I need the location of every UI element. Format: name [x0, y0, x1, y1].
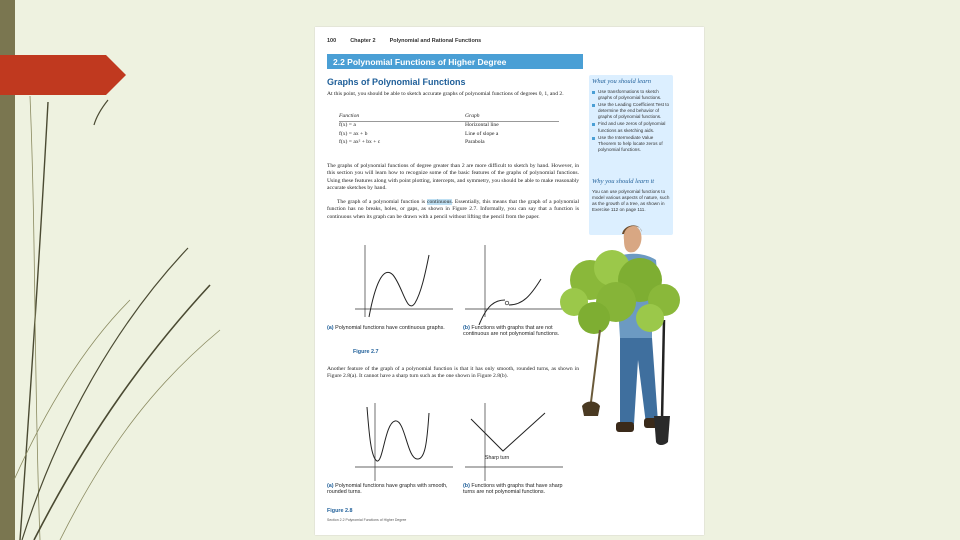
- head: [624, 226, 642, 253]
- page-footer: Section 2.2 Polynomial Functions of Higher Degree: [327, 518, 407, 522]
- table-row: [339, 122, 559, 131]
- continuous-curve: [369, 255, 429, 317]
- figure-2-8b-caption: [463, 483, 569, 496]
- page-header: [327, 38, 495, 44]
- caption-text: Functions with graphs that are not continuous are not polynomial functions.: [463, 325, 560, 338]
- section-banner-text: 2.2 Polynomial Functions of Higher Degree: [333, 57, 507, 67]
- hole-point: [505, 301, 509, 305]
- chapter-title: Polynomial and Rational Functions: [389, 38, 482, 44]
- caption-label: (b): [463, 325, 470, 331]
- sharp-turn-curve: [471, 413, 545, 451]
- sidebar-why-text: You can use polynomial functions to model various aspects of nature, such as the growth of a tree, as shown in Exercise 112 on page 111.: [592, 189, 670, 213]
- intro-paragraph: At this point, you should be able to sketch accurate graphs of polynomial functions of degrees 0, 1, and 2.: [327, 91, 564, 97]
- list-item: Use the Leading Coefficient Test to determine the end behavior of graphs of polynomial functions.: [592, 102, 670, 120]
- tree-trunk: [590, 330, 600, 410]
- tree-foliage: [560, 250, 680, 334]
- sidebar-why-heading: Why you should learn it: [592, 178, 655, 185]
- table-header-graph: Graph: [465, 113, 559, 122]
- table-cell: Horizontal line: [465, 121, 499, 128]
- caption-text: Functions with graphs that have sharp turns are not polynomial functions.: [463, 483, 563, 496]
- smooth-curve: [367, 407, 429, 461]
- figure-2-7a-caption: [327, 325, 447, 331]
- table-header-function: Function: [339, 113, 465, 122]
- shovel-handle: [662, 320, 664, 420]
- figure-2-7b-graph: [465, 245, 565, 325]
- figure-2-7b-caption: [463, 325, 569, 338]
- function-table: [339, 113, 559, 148]
- caption-text: Polynomial functions have graphs with smooth, rounded turns.: [327, 483, 448, 496]
- tree-roots: [582, 402, 600, 417]
- caption-label: (b): [463, 483, 470, 489]
- table-cell: f(x) = a: [339, 121, 356, 128]
- caption-label: (a): [327, 325, 334, 331]
- person-with-tree-photo: [560, 210, 685, 450]
- decorative-arrow-shape: [0, 55, 126, 95]
- figure-2-8-label: Figure 2.8: [327, 508, 353, 514]
- caption-text: Polynomial functions have continuous graphs.: [335, 325, 445, 331]
- highlighted-term: continuous: [427, 199, 452, 205]
- paragraph-text: . Essentially, this means that the graph of a polynomial function has no breaks, holes, or gaps, as shown in Figure 2.7. Informally, you can say that a function is continuous when its graph can be drawn with a pencil without lifting the pencil from the paper.: [327, 199, 579, 220]
- table-cell: Parabola: [465, 139, 485, 146]
- sidebar-learn-list: [592, 89, 670, 154]
- section-title: Graphs of Polynomial Functions: [327, 77, 466, 87]
- body-paragraph: Another feature of the graph of a polynomial function is that it has only smooth, rounded turns, as shown in Figure 2.8(a). It cannot have a sharp turn such as the one shown in Figure 2.8(b).: [327, 366, 579, 380]
- list-item: Use transformations to sketch graphs of polynomial functions.: [592, 89, 670, 101]
- page-number: 100: [327, 38, 337, 44]
- list-item: Find and use zeros of polynomial functions as sketching aids.: [592, 121, 670, 133]
- section-banner: [327, 54, 583, 69]
- list-item: Use the Intermediate Value Theorem to help locate zeros of polynomial functions.: [592, 135, 670, 153]
- paragraph-text: The graph of a polynomial function is: [337, 199, 428, 205]
- jeans: [620, 338, 658, 424]
- sidebar-learn-heading: What you should learn: [592, 78, 652, 85]
- table-cell: f(x) = ax² + bx + c: [339, 139, 381, 146]
- figure-2-8a-caption: [327, 483, 453, 496]
- chapter-label: Chapter 2: [350, 38, 376, 44]
- body-paragraph: The graphs of polynomial functions of degree greater than 2 are more difficult to sketch by hand. However, in this section you will learn how to recognize some of the basic features of the graphs of polynomial functions. Using these features along with point plotting, intercepts, and symmetry, you should be able to make reasonably accurate sketches by hand.: [327, 163, 579, 191]
- figure-2-8a-graph: [355, 403, 455, 483]
- table-cell: Line of slope a: [465, 130, 499, 137]
- sharp-turn-label: Sharp turn: [485, 455, 510, 461]
- continuity-paragraph: [327, 199, 579, 221]
- table-cell: f(x) = ax + b: [339, 130, 368, 137]
- caption-label: (a): [327, 483, 334, 489]
- boot: [616, 422, 634, 432]
- figure-2-8b-graph: [465, 403, 565, 483]
- figure-2-7a-graph: [355, 245, 455, 325]
- curve-segment: [479, 300, 505, 325]
- shovel-blade: [654, 416, 670, 445]
- table-row: [339, 139, 559, 148]
- curve-segment: [509, 279, 541, 305]
- figure-2-7-label: Figure 2.7: [353, 349, 379, 355]
